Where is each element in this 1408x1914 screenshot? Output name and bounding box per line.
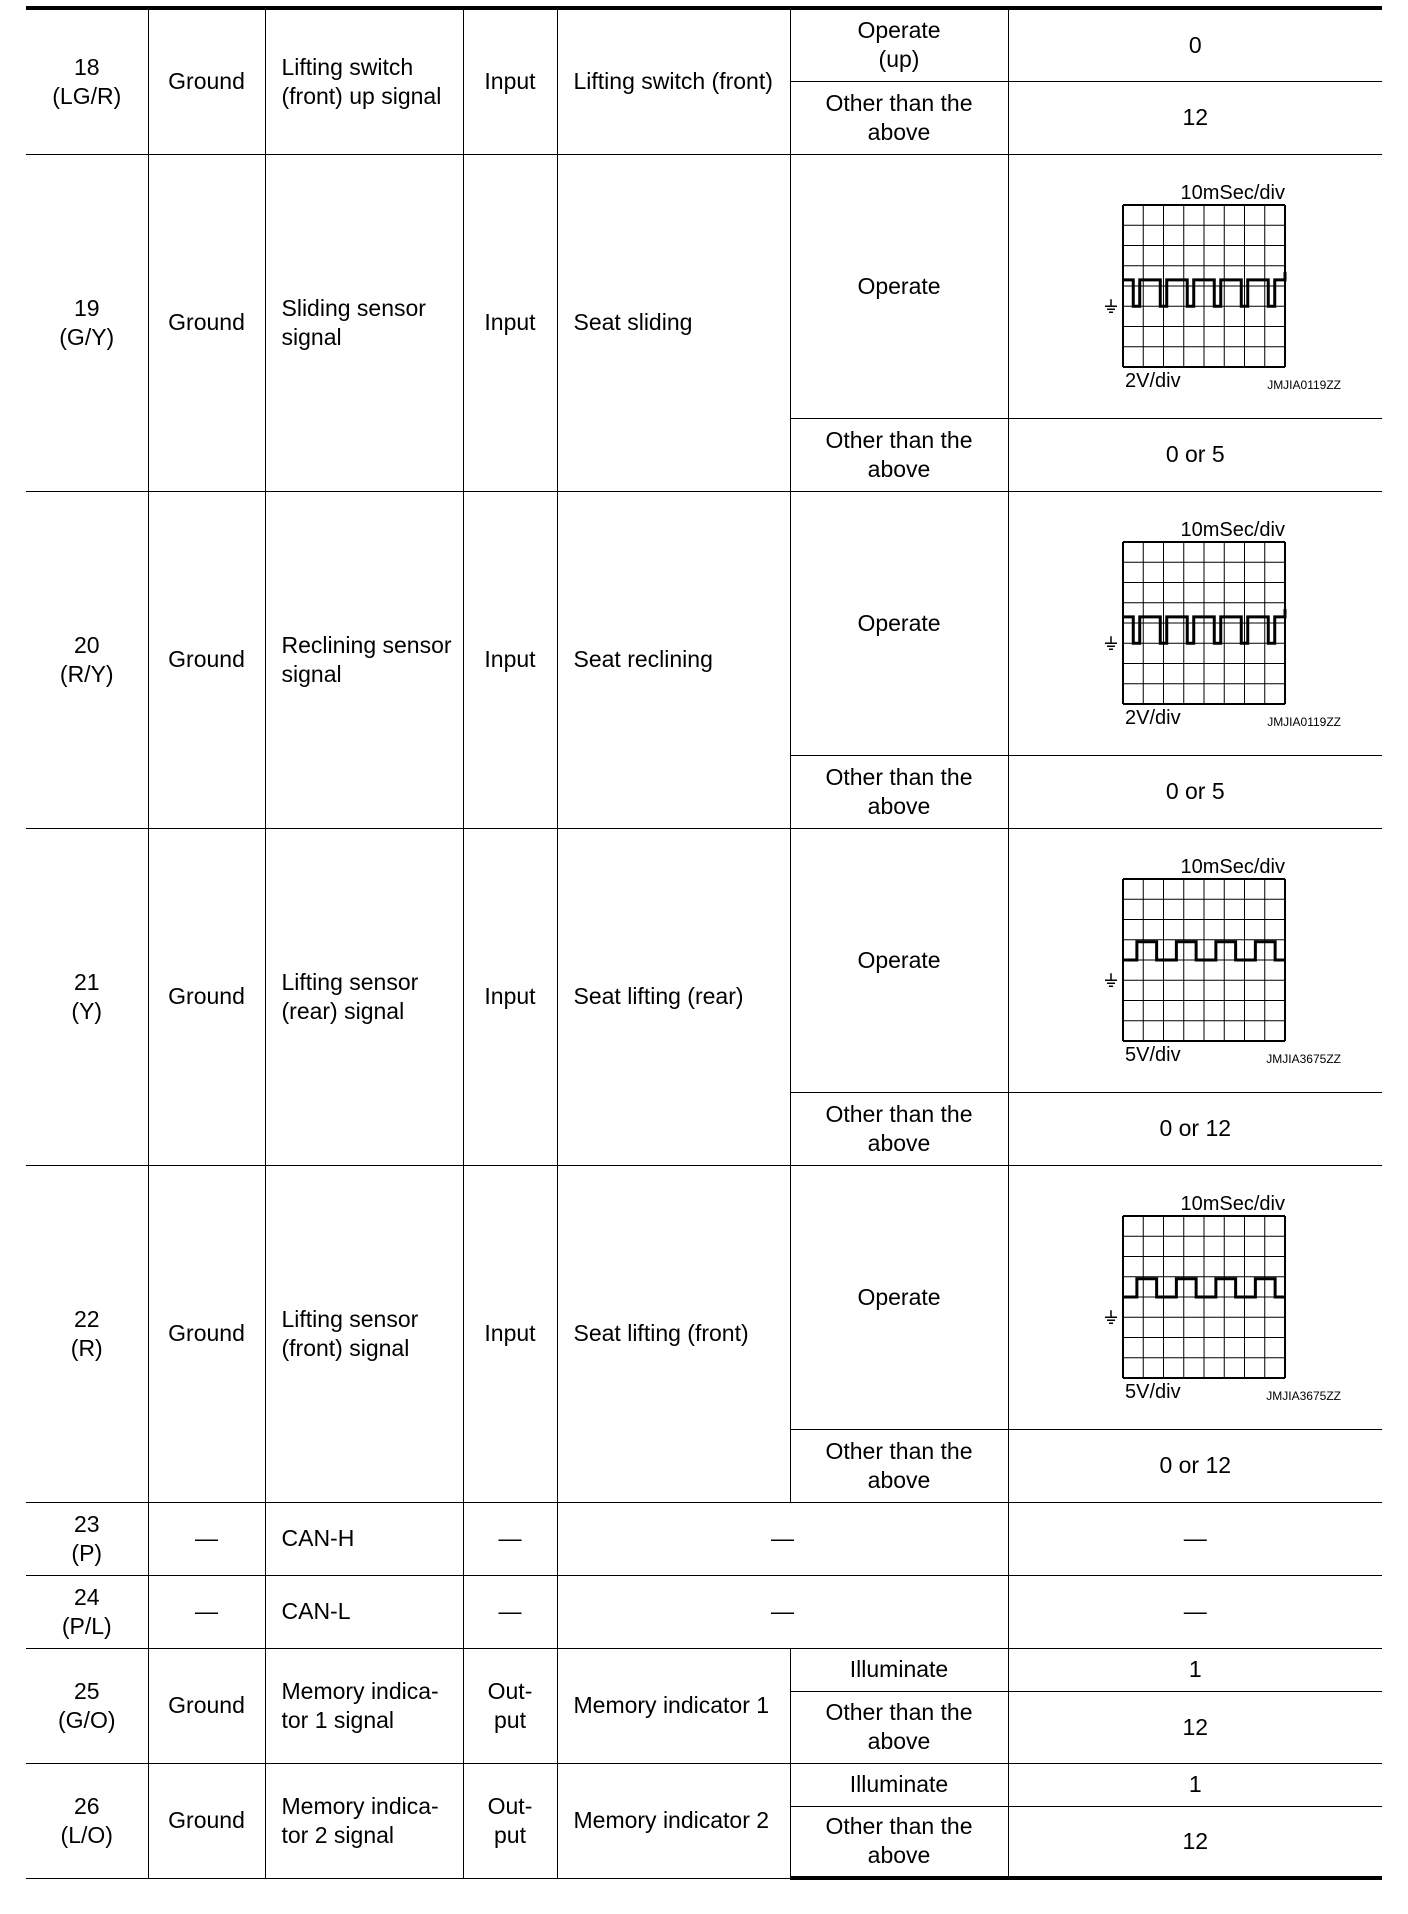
state-cell [790,8,1008,81]
waveform-cell [1008,828,1382,1092]
condition-cell: Seat lifting (front) [557,1165,790,1502]
waveform-svg [1045,169,1345,403]
terminal-spec-table [26,6,1382,1880]
io-cell: — [463,1502,557,1575]
voltage-division-label: 5V/div [1125,1381,1181,1403]
state-line: Other than the [825,1813,973,1840]
value-cell: 12 [1008,81,1382,154]
io-line: put [494,1706,526,1733]
ground-cell: Ground [148,1648,265,1763]
signal-name-line: Lifting switch [281,53,414,80]
state-line: Other than the [825,426,973,453]
state-cell [790,1806,1008,1878]
ground-symbol-icon [1105,299,1117,312]
state-cell [790,1691,1008,1763]
wire-color: (L/O) [60,1821,113,1848]
terminal-number: 18 [73,53,100,80]
state-line: Other than the [825,1699,973,1725]
io-line: put [494,1821,526,1848]
ground-cell: Ground [148,8,265,154]
signal-name-line: Memory indica- [281,1792,439,1819]
signal-name-cell: CAN-H [265,1502,463,1575]
signal-name-cell [265,828,463,1165]
signal-name-cell: CAN-L [265,1575,463,1648]
value-cell: — [1008,1502,1382,1575]
value-cell: 12 [1008,1806,1382,1878]
condition-cell: Seat sliding [557,154,790,491]
wire-color: (R/Y) [59,660,114,687]
condition-cell: Memory indicator 2 [557,1763,790,1878]
ground-cell: Ground [148,828,265,1165]
time-division-label: 10mSec/div [1180,856,1286,878]
state-cell: Illuminate [790,1763,1008,1806]
ground-cell: — [148,1502,265,1575]
ground-symbol-icon [1105,1310,1117,1323]
state-line: Operate [857,17,941,44]
condition-cell: — [557,1502,1008,1575]
terminal-cell [26,154,148,491]
terminal-number: 19 [73,294,100,321]
oscilloscope-waveform [1045,506,1345,740]
state-line: Other than the [825,763,973,790]
terminal-number: 26 [73,1792,100,1819]
value-cell: 0 or 12 [1008,1092,1382,1165]
voltage-division-label: 2V/div [1125,370,1181,392]
wire-color: (Y) [71,997,103,1024]
value-cell: 0 or 5 [1008,755,1382,828]
signal-name-line: signal [281,323,342,350]
ground-cell: — [148,1575,265,1648]
state-line: above [867,455,931,482]
signal-name-line: Lifting sensor [281,968,419,995]
terminal-number: 24 [73,1583,100,1610]
state-line: above [867,792,931,819]
state-line: Other than the [825,1437,973,1464]
table-row [26,828,1382,1092]
signal-name-line: Lifting sensor [281,1305,419,1332]
scope-grid [1123,205,1285,367]
terminal-number: 20 [73,631,100,658]
signal-name-line: (front) signal [281,1334,410,1361]
figure-code-label: JMJIA3675ZZ [1266,1052,1342,1066]
signal-name-line: (front) up signal [281,82,442,109]
terminal-cell [26,1763,148,1878]
condition-cell: Seat lifting (rear) [557,828,790,1165]
io-cell: Input [463,491,557,828]
time-division-label: 10mSec/div [1180,519,1286,541]
wire-color: (P) [71,1539,103,1566]
io-cell: — [463,1575,557,1648]
terminal-cell [26,8,148,154]
ground-cell: Ground [148,491,265,828]
condition-cell: Lifting switch (front) [557,8,790,154]
voltage-division-label: 2V/div [1125,707,1181,729]
io-cell [463,1648,557,1763]
terminal-cell [26,1502,148,1575]
figure-code-label: JMJIA0119ZZ [1267,378,1342,392]
terminal-cell [26,491,148,828]
state-line: Other than the [825,89,973,116]
state-line: above [867,118,931,145]
io-cell: Input [463,828,557,1165]
signal-name-line: tor 1 signal [281,1706,395,1733]
terminal-number: 23 [73,1510,100,1537]
io-line: Out- [487,1792,533,1819]
state-cell: Operate [790,154,1008,418]
value-cell: — [1008,1575,1382,1648]
time-division-label: 10mSec/div [1180,182,1286,204]
state-cell [790,755,1008,828]
signal-name-cell [265,1165,463,1502]
waveform-svg [1045,506,1345,740]
condition-cell: — [557,1575,1008,1648]
table-row [26,1648,1382,1691]
waveform-cell [1008,491,1382,755]
state-cell: Operate [790,1165,1008,1429]
value-cell: 0 [1008,8,1382,81]
state-line: above [867,1728,931,1754]
waveform-cell [1008,154,1382,418]
terminal-number: 25 [73,1677,100,1704]
wire-color: (P/L) [61,1612,112,1639]
wire-color: (LG/R) [52,82,122,109]
state-line: above [867,1466,931,1493]
state-cell [790,81,1008,154]
waveform-svg [1045,1180,1345,1414]
voltage-division-label: 5V/div [1125,1044,1181,1066]
state-line: Other than the [825,1100,973,1127]
terminal-number: 21 [73,968,100,995]
oscilloscope-waveform [1045,843,1345,1077]
state-line: above [867,1129,931,1156]
table-row [26,1502,1382,1575]
signal-name-line: Memory indica- [281,1677,439,1704]
condition-cell: Memory indicator 1 [557,1648,790,1763]
oscilloscope-waveform [1045,169,1345,403]
signal-name-cell [265,1648,463,1763]
signal-name-line: tor 2 signal [281,1821,395,1848]
ground-cell: Ground [148,154,265,491]
signal-name-line: signal [281,660,342,687]
signal-name-cell [265,1763,463,1878]
ground-symbol-icon [1105,636,1117,649]
scope-grid [1123,542,1285,704]
wire-color: (G/Y) [59,323,115,350]
condition-cell: Seat reclining [557,491,790,828]
io-cell: Input [463,8,557,154]
table-row [26,154,1382,418]
table-row [26,491,1382,755]
table-row [26,1575,1382,1648]
value-cell: 12 [1008,1691,1382,1763]
terminal-number: 22 [73,1305,100,1332]
signal-name-line: Sliding sensor [281,294,426,321]
table-row [26,1763,1382,1806]
value-cell: 0 or 5 [1008,418,1382,491]
signal-name-cell [265,154,463,491]
ground-cell: Ground [148,1763,265,1878]
terminal-cell [26,1165,148,1502]
signal-name-line: Reclining sensor [281,631,452,658]
time-division-label: 10mSec/div [1180,1193,1286,1215]
terminal-cell [26,1575,148,1648]
signal-name-line: (rear) signal [281,997,405,1024]
state-cell: Illuminate [790,1648,1008,1691]
wire-color: (G/O) [58,1706,116,1733]
state-cell [790,1092,1008,1165]
terminal-cell [26,828,148,1165]
io-cell: Input [463,154,557,491]
signal-name-cell [265,491,463,828]
ground-symbol-icon [1105,973,1117,986]
ground-cell: Ground [148,1165,265,1502]
oscilloscope-waveform [1045,1180,1345,1414]
table-row [26,8,1382,81]
signal-name-cell [265,8,463,154]
figure-code-label: JMJIA3675ZZ [1266,1389,1342,1403]
waveform-cell [1008,1165,1382,1429]
state-cell [790,1429,1008,1502]
value-cell: 1 [1008,1648,1382,1691]
value-cell: 0 or 12 [1008,1429,1382,1502]
io-cell: Input [463,1165,557,1502]
table-row [26,1165,1382,1429]
figure-code-label: JMJIA0119ZZ [1267,715,1342,729]
terminal-cell [26,1648,148,1763]
state-cell: Operate [790,828,1008,1092]
value-cell: 1 [1008,1763,1382,1806]
wire-color: (R) [70,1334,103,1361]
io-line: Out- [487,1677,533,1704]
state-line: above [867,1842,931,1869]
io-cell [463,1763,557,1878]
waveform-svg [1045,843,1345,1077]
state-cell: Operate [790,491,1008,755]
state-line: (up) [878,46,920,73]
state-cell [790,418,1008,491]
